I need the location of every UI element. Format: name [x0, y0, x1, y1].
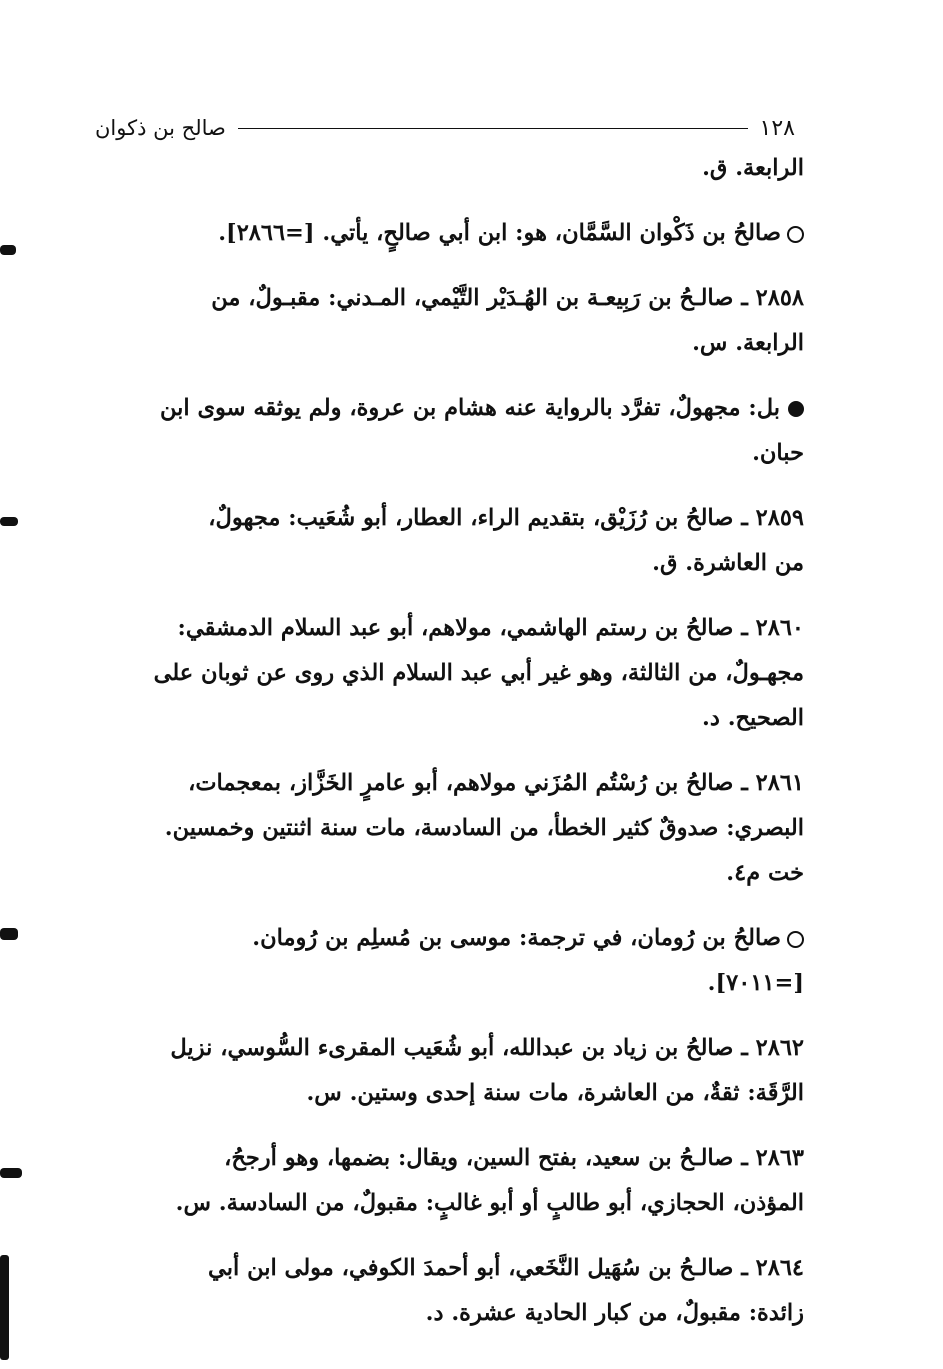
open-circle-icon — [787, 931, 804, 948]
entry-2859: ٢٨٥٩ ـ صالحُ بن رُزَيْق، بتقديم الراء، العطار، أبو شُعَيب: مجهولٌ، من العاشرة. ق. — [208, 505, 804, 576]
entry-2862: ٢٨٦٢ ـ صالحُ بن زياد بن عبدالله، أبو شُعَيب المقرىء السُّوسي، نزيل الرَّقَة: ثقةٌ، من العاشرة، مات سنة إحدى وستين. س. — [170, 1035, 804, 1106]
entry-2860: ٢٨٦٠ ـ صالحُ بن رستم الهاشمي، مولاهم، أبو عبد السلام الدمشقي: مجهـولٌ، من الثالثة، وهو غير أبي عبد السلام الذي روى عن ثوبان على الصحيح. د. — [153, 615, 804, 731]
scan-edge-mark — [0, 928, 18, 940]
entry-2864: ٢٨٦٤ ـ صالـحُ بن سُهَيل النَّخَعي، أبو أحمدَ الكوفي، مولى ابن أبي زائدة: مقبولٌ، من كبار الحادية عشرة. د. — [207, 1255, 804, 1326]
scan-edge-mark — [0, 517, 18, 526]
page-header — [95, 108, 795, 148]
entry-2858: ٢٨٥٨ ـ صالـحُ بن رَبِيعـة بن الهُـدَيْر التَّيْمي، المـدني: مقبـولٌ، من الرابعة. س. — [211, 285, 804, 356]
cross-reference-entry: صالحُ بن ذَكْوان السَّمَّان، هو: ابن أبي صالحٍ، يأتي. [=٢٨٦٦]. — [102, 211, 804, 256]
carry-over-line: الرابعة. ق. — [702, 155, 804, 181]
editor-comment: بل: مجهولٌ، تفرَّد بالرواية عنه هشام بن عروة، ولم يوثقه سوى ابن حبان. — [159, 395, 804, 466]
page-body — [102, 146, 804, 1356]
cross-reference-entry: صالحُ بن رُومان، في ترجمة: موسى بن مُسلِم بن رُومان. [=٧٠١١]. — [252, 925, 804, 996]
scan-edge-mark — [0, 1255, 9, 1360]
page-number: ١٢٨ — [759, 115, 795, 141]
scan-edge-mark — [0, 245, 16, 255]
open-circle-icon — [787, 226, 804, 243]
header-rule — [238, 128, 748, 129]
entry-2863: ٢٨٦٣ ـ صالـحُ بن سعيد، بفتح السين، ويقال: بضمها، وهو أرجحُ، المؤذن، الحجازي، أبو طالبٍ أو أبو غالبٍ: مقبولٌ، من السادسة. س. — [175, 1145, 804, 1216]
entry-2861: ٢٨٦١ ـ صالحُ بن رُسْتُم المُزَني مولاهم، أبو عامرٍ الخَزَّاز، بمعجمات، البصري: صدوقٌ كثير الخطأ، من السادسة، مات سنة اثنتين وخمسين. خت م٤. — [164, 770, 804, 886]
running-title: صالح بن ذكوان — [95, 116, 226, 140]
scan-edge-mark — [0, 1168, 22, 1178]
filled-circle-icon — [788, 401, 804, 417]
